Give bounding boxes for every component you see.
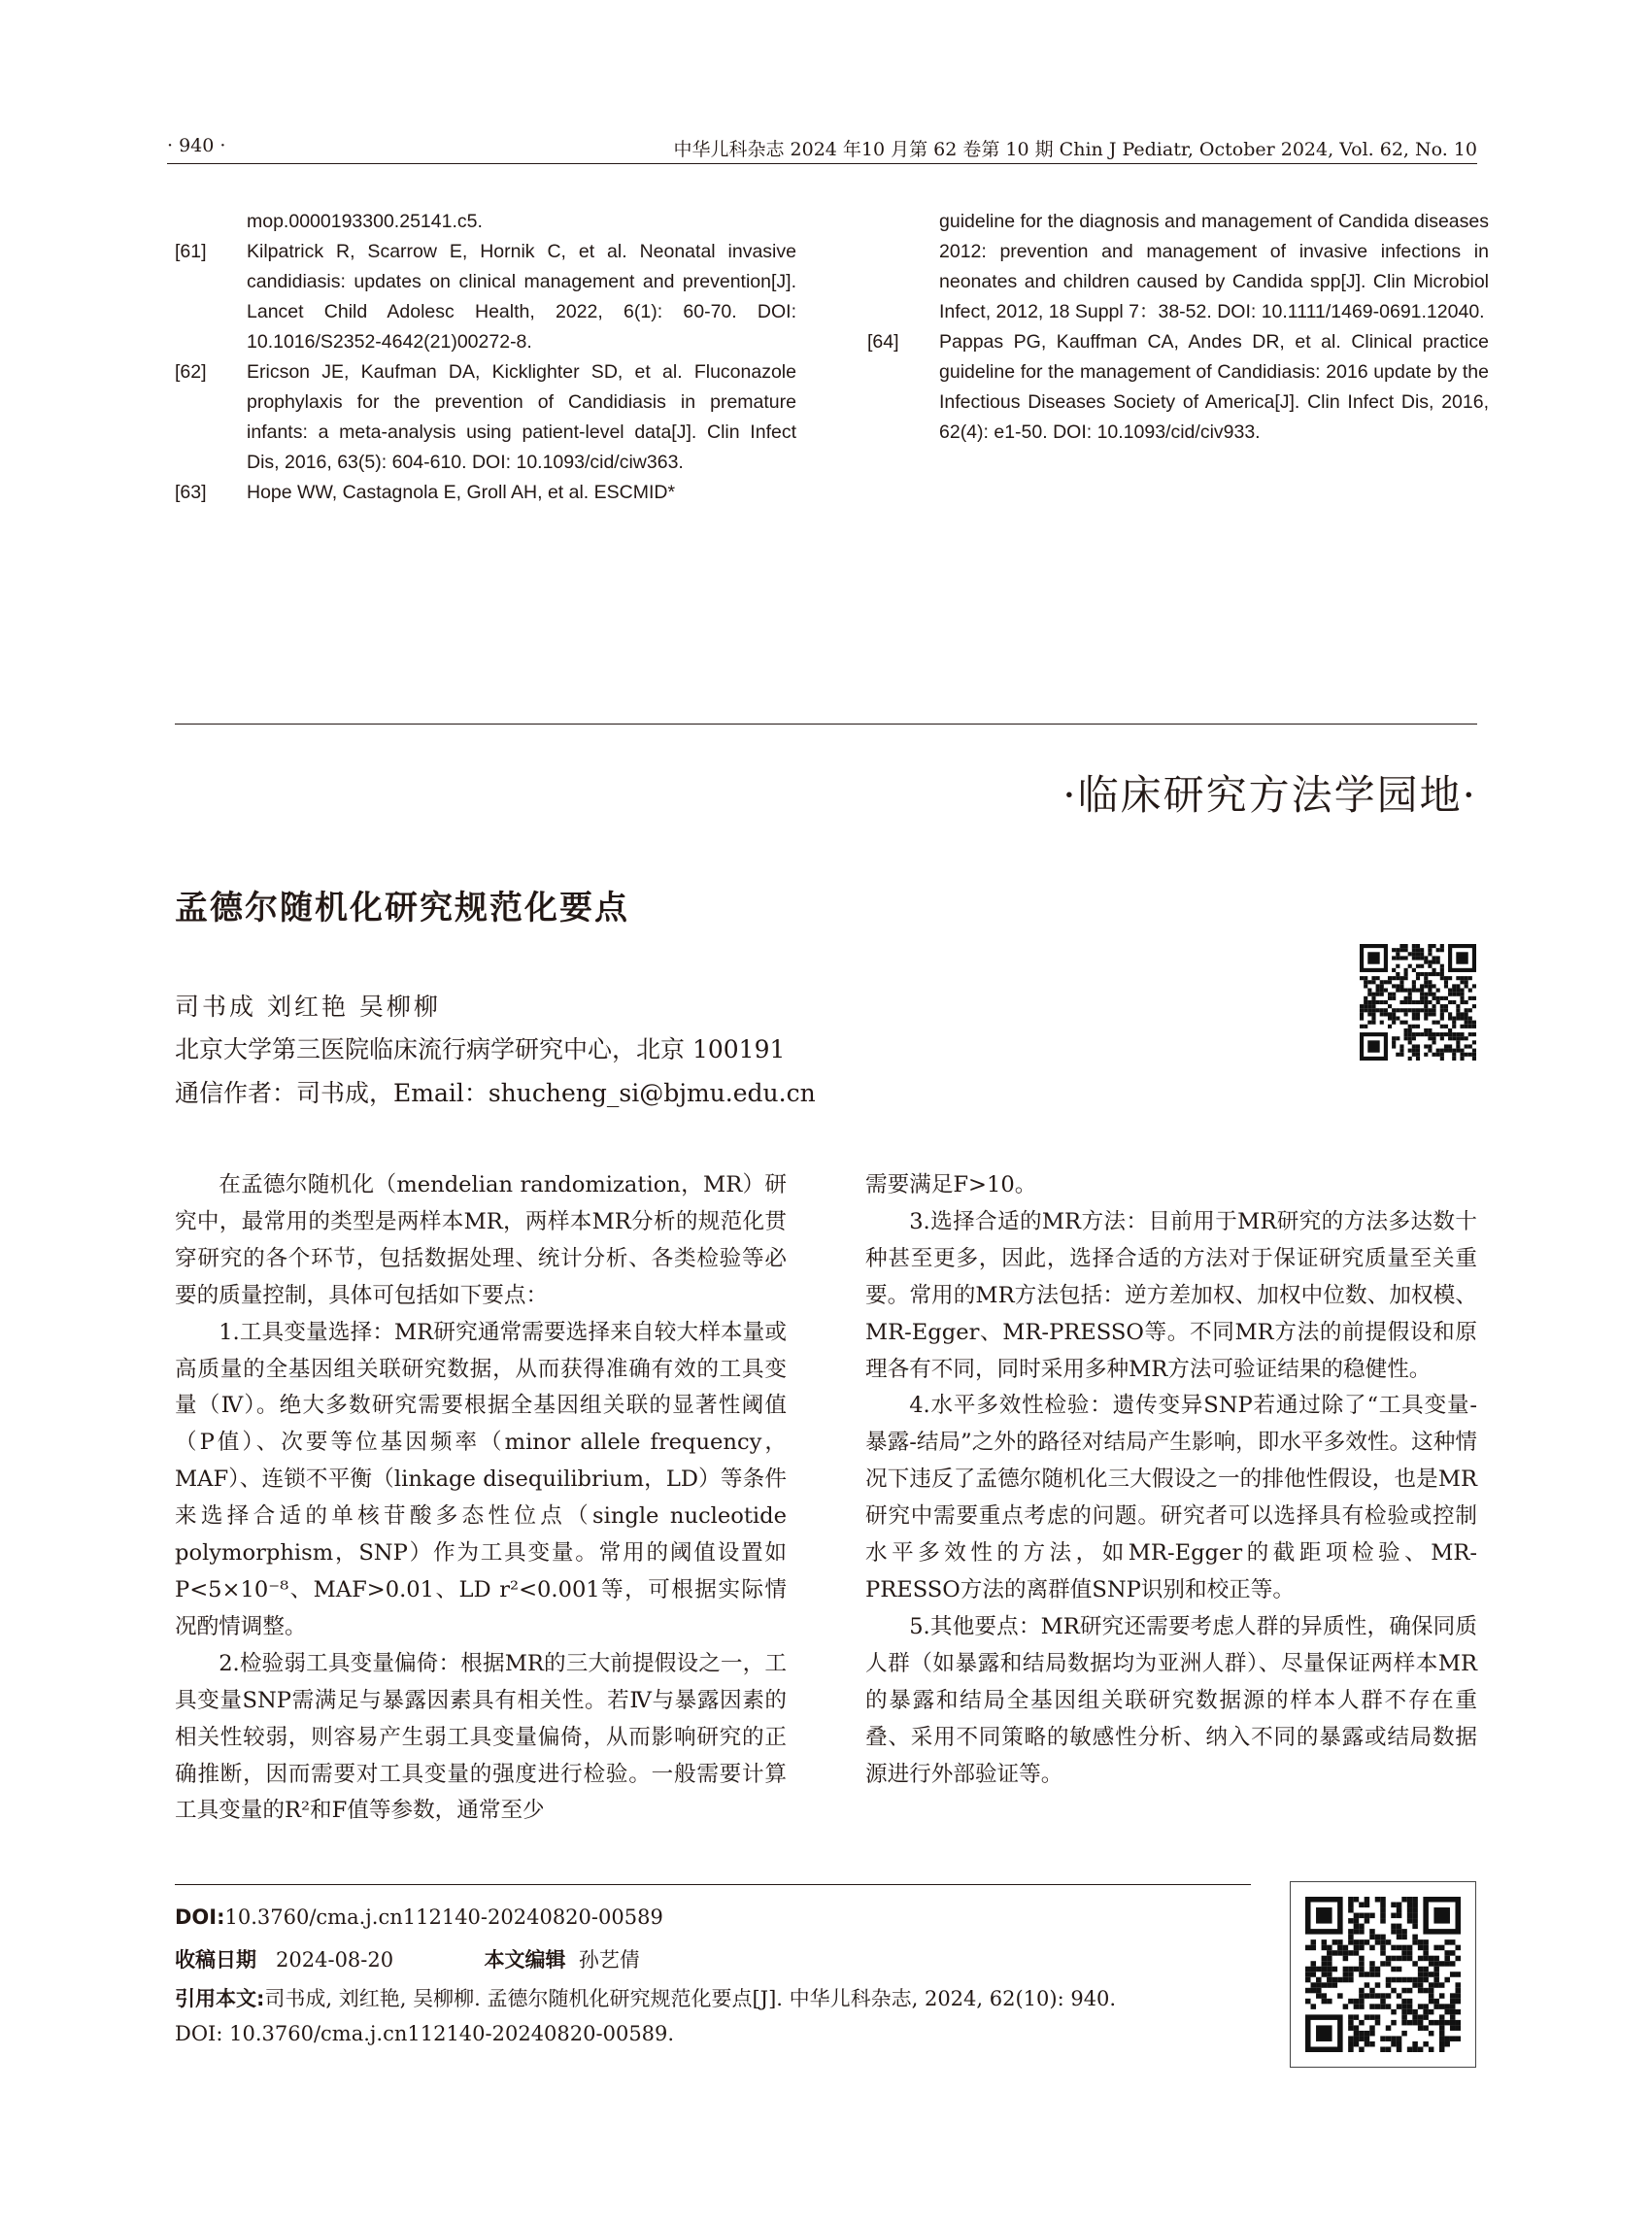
body-paragraph-continuation: 需要满足F>10。 — [865, 1172, 1037, 1197]
corresponding-author: 通信作者：司书成，Email：shucheng_si@bjmu.edu.cn — [175, 1079, 816, 1107]
body-paragraph: 在孟德尔随机化（mendelian randomization，MR）研究中，最常用的类型是两样本MR，两样本MR分析的规范化贯穿研究的各个环节，包括数据处理、统计分析、各类检验等必要的质量控制，具体可包括如下要点： — [175, 1172, 787, 1308]
reference-item: [63] Hope WW, Castagnola E, Groll AH, et al. ESCMID* — [175, 482, 676, 503]
header-rule — [167, 163, 1477, 164]
body-left-column — [175, 1167, 787, 1830]
body-paragraph: 5.其他要点：MR研究还需要考虑人群的异质性，确保同质人群（如暴露和结局数据均为亚洲人群）、尽量保证两样本MR的暴露和结局全基因组关联研究数据源的样本人群不存在重叠、采用不同策略的敏感性分析、纳入不同的暴露或结局数据源进行外部验证等。 — [865, 1613, 1477, 1787]
page-number: · 940 · — [167, 135, 226, 156]
reference-item: mop.0000193300.25141.c5. — [247, 211, 483, 232]
section-label: ·临床研究方法学园地· — [1062, 771, 1477, 819]
journal-header: 中华儿科杂志 2024 年10 月第 62 卷第 10 期 Chin J Pediatr, October 2024, Vol. 62, No. 10 — [673, 139, 1477, 160]
qr-code-frame — [1290, 1881, 1476, 2068]
article-authors: 司书成 刘红艳 吴柳柳 — [175, 993, 441, 1021]
references-left-column — [175, 207, 796, 508]
body-right-column — [865, 1167, 1477, 1793]
doi-link[interactable]: 10.3760/cma.j.cn112140-20240820-00589 — [224, 1905, 663, 1929]
article-affiliation: 北京大学第三医院临床流行病学研究中心，北京 100191 — [175, 1035, 786, 1063]
qr-code-icon[interactable] — [1360, 944, 1476, 1061]
reference-item: [62] Ericson JE, Kaufman DA, Kicklighter SD, et al. Fluconazole prophylaxis for the prevention of Candidiasis in premature infants: a meta-analysis using patient-level data[J]. Clin Infect Dis, 2016, 63(5): 604-610. DOI: 10.1093/cid/ciw363. — [175, 361, 796, 473]
reference-item: [61] Kilpatrick R, Scarrow E, Hornik C, et al. Neonatal invasive candidiasis: updates on clinical management and prevention[J]. Lancet Child Adolesc Health, 2022, 6(1): 60-70. DOI: 10.1016/S2352-4642(21)00272-8. — [175, 241, 796, 353]
reference-item: guideline for the diagnosis and management of Candida diseases 2012: prevention and management of invasive infections in neonates and children caused by Candida spp[J]. Clin Microbiol Infect, 2012, 18 Suppl 7：38-52. DOI: 10.1111/1469-0691.12040. — [939, 211, 1489, 322]
footer-citation-doi: DOI: 10.3760/cma.j.cn112140-20240820-00589. — [175, 2022, 675, 2045]
article-title: 孟德尔随机化研究规范化要点 — [175, 889, 629, 927]
reference-item: [64] Pappas PG, Kauffman CA, Andes DR, et al. Clinical practice guideline for the management of Candidiasis: 2016 update by the Infectious Diseases Society of America[J]. Clin Infect Dis, 2016, 62(4): e1-50. DOI: 10.1093/cid/civ933. — [867, 331, 1489, 443]
footer-received: 收稿日期 2024-08-20 本文编辑 孙艺倩 — [175, 1948, 640, 1972]
references-right-column — [867, 207, 1489, 448]
section-rule — [175, 724, 1477, 725]
footer-rule — [175, 1884, 1251, 1885]
qr-code-icon[interactable] — [1305, 1897, 1461, 2052]
body-paragraph: 4.水平多效性检验：遗传变异SNP若通过除了“工具变量-暴露-结局”之外的路径对结局产生影响，即水平多效性。这种情况下违反了孟德尔随机化三大假设之一的排他性假设，也是MR研究中需要重点考虑的问题。研究者可以选择具有检验或控制水平多效性的方法，如MR-Egger的截距项检验、MR-PRESSO方法的离群值SNP识别和校正等。 — [865, 1393, 1477, 1602]
body-paragraph: 2.检验弱工具变量偏倚：根据MR的三大前提假设之一，工具变量SNP需满足与暴露因素具有相关性。若Ⅳ与暴露因素的相关性较弱，则容易产生弱工具变量偏倚，从而影响研究的正确推断，因而需要对工具变量的强度进行检验。一般需要计算工具变量的R²和F值等参数，通常至少 — [175, 1650, 787, 1824]
body-paragraph: 1.工具变量选择：MR研究通常需要选择来自较大样本量或高质量的全基因组关联研究数据，从而获得准确有效的工具变量（Ⅳ）。绝大多数研究需要根据全基因组关联的显著性阈值（P值）、次要等位基因频率（minor allele frequency，MAF）、连锁不平衡（linkage disequilibrium，LD）等条件来选择合适的单核苷酸多态性位点（single nucleotide polymorphism，SNP）作为工具变量。常用的阈值设置如P<5×10⁻⁸、MAF>0.01、LD r²<0.001等，可根据实际情况酌情调整。 — [175, 1319, 787, 1639]
footer-citation: 引用本文:司书成, 刘红艳, 吴柳柳. 孟德尔随机化研究规范化要点[J]. 中华儿科杂志, 2024, 62(10): 940. — [175, 1987, 1117, 2010]
footer-doi: DOI:10.3760/cma.j.cn112140-20240820-00589 — [175, 1905, 663, 1929]
body-paragraph: 3.选择合适的MR方法：目前用于MR研究的方法多达数十种甚至更多，因此，选择合适的方法对于保证研究质量至关重要。常用的MR方法包括：逆方差加权、加权中位数、加权模、MR-Egger、MR-PRESSO等。不同MR方法的前提假设和原理各有不同，同时采用多种MR方法可验证结果的稳健性。 — [865, 1208, 1477, 1382]
